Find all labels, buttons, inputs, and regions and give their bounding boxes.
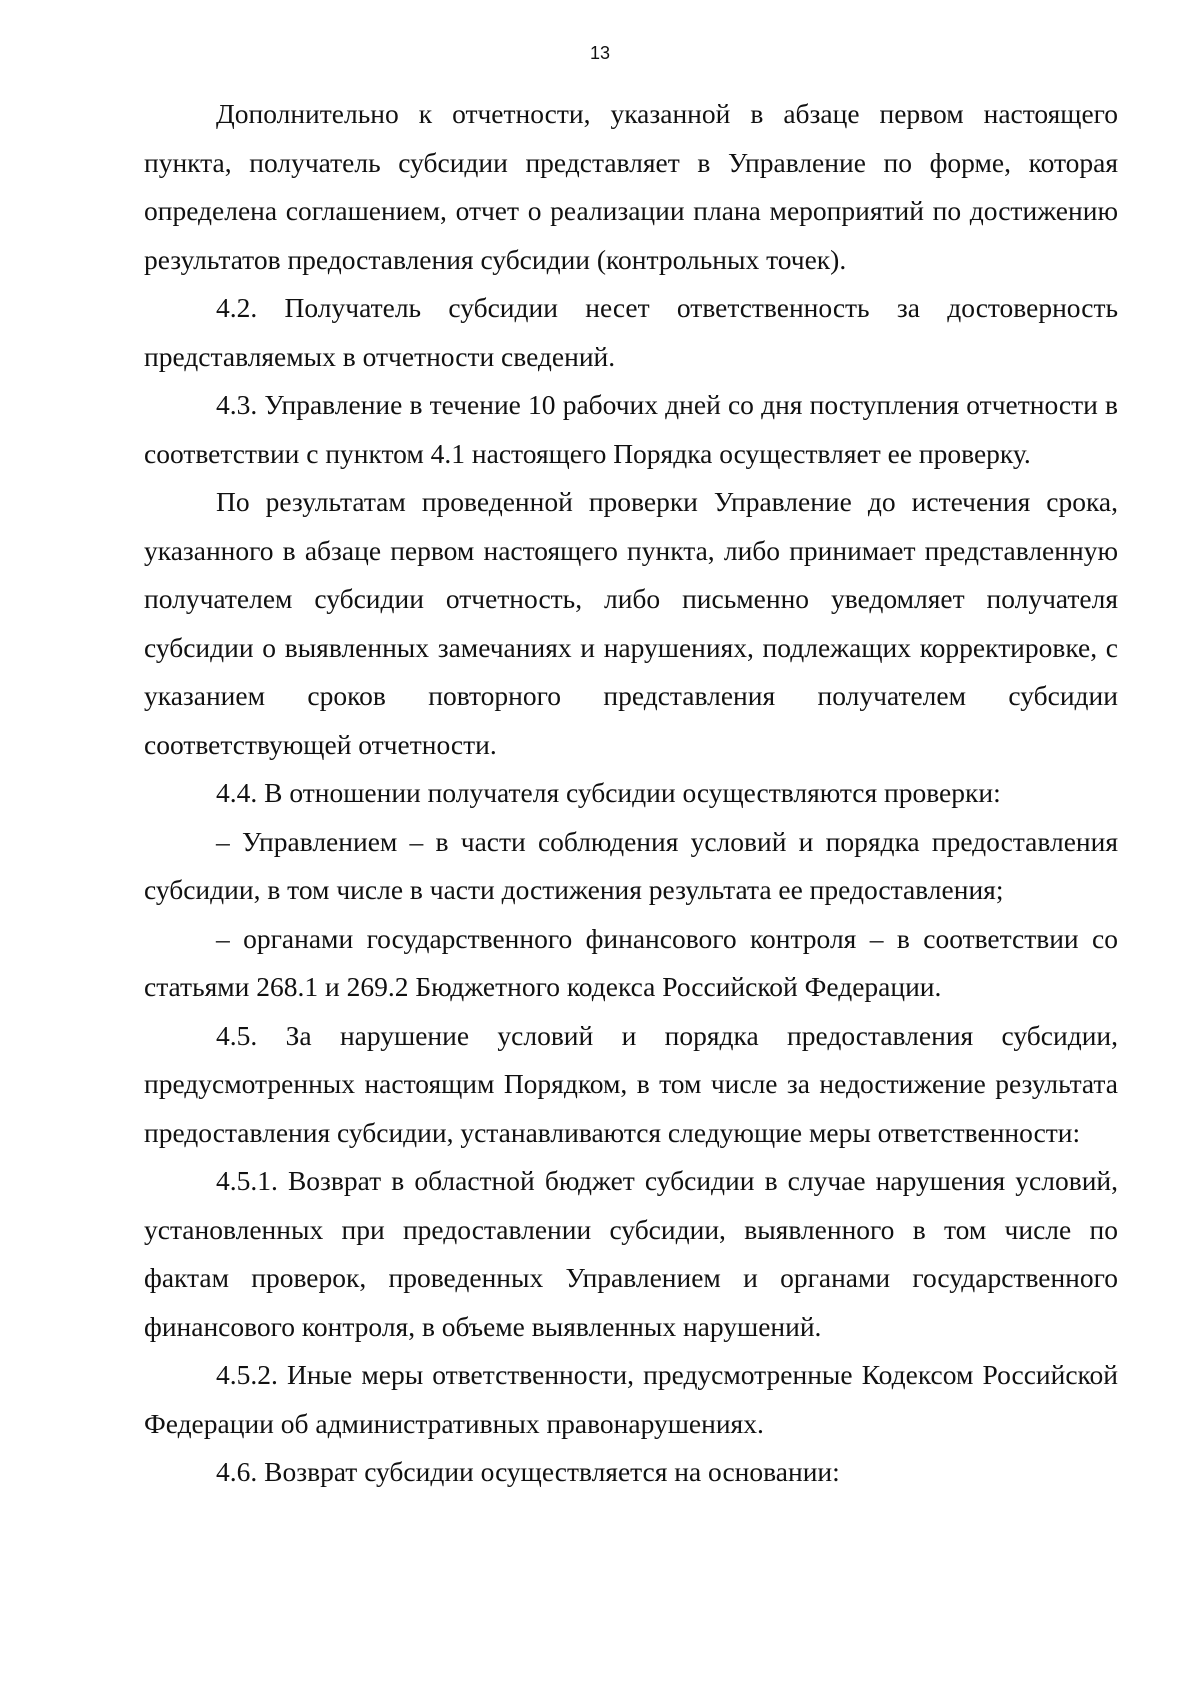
document-body <box>144 90 1118 1497</box>
paragraph-4-2: 4.2. Получатель субсидии несет ответственность за достоверность представляемых в отчетности сведений. <box>144 292 1118 372</box>
paragraph-4-6: 4.6. Возврат субсидии осуществляется на основании: <box>216 1456 840 1487</box>
paragraph-4-4-control-bodies: – органами государственного финансового контроля – в соответствии со статьями 268.1 и 269.2 Бюджетного кодекса Российской Федерации. <box>144 922 1118 1002</box>
paragraph-4-5-2: 4.5.2. Иные меры ответственности, предусмотренные Кодексом Российской Федерации об административных правонарушениях. <box>144 1359 1118 1439</box>
paragraph-4-5-1: 4.5.1. Возврат в областной бюджет субсидии в случае нарушения условий, установленных при предоставлении субсидии, выявленного в том числе по фактам проверок, проведенных Управлением и органами государственного финансового контроля, в объеме выявленных нарушений. <box>144 1165 1118 1342</box>
paragraph-4-3: 4.3. Управление в течение 10 рабочих дней со дня поступления отчетности в соответствии с пунктом 4.1 настоящего Порядка осуществляет ее проверку. <box>144 389 1118 469</box>
page-number: 13 <box>589 43 611 63</box>
paragraph-4-4-management: – Управлением – в части соблюдения условий и порядка предоставления субсидии, в том числе в части достижения результата ее предоставления; <box>144 825 1118 905</box>
paragraph-4-5: 4.5. За нарушение условий и порядка предоставления субсидии, предусмотренных настоящим Порядком, в том числе за недостижение результата предоставления субсидии, устанавливаются следующие меры ответственности: <box>144 1019 1118 1148</box>
paragraph-additional-report: Дополнительно к отчетности, указанной в абзаце первом настоящего пункта, получатель субсидии представляет в Управление по форме, которая определена соглашением, отчет о реализации плана мероприятий по достижению результатов предоставления субсидии (контрольных точек). <box>144 98 1118 275</box>
paragraph-4-4: 4.4. В отношении получателя субсидии осуществляются проверки: <box>216 777 1001 808</box>
paragraph-check-results: По результатам проведенной проверки Управление до истечения срока, указанного в абзаце первом настоящего пункта, либо принимает представленную получателем субсидии отчетность, либо письменно уведомляет получателя субсидии о выявленных замечаниях и нарушениях, подлежащих корректировке, с указанием сроков повторного представления получателем субсидии соответствующей отчетности. <box>144 486 1118 760</box>
